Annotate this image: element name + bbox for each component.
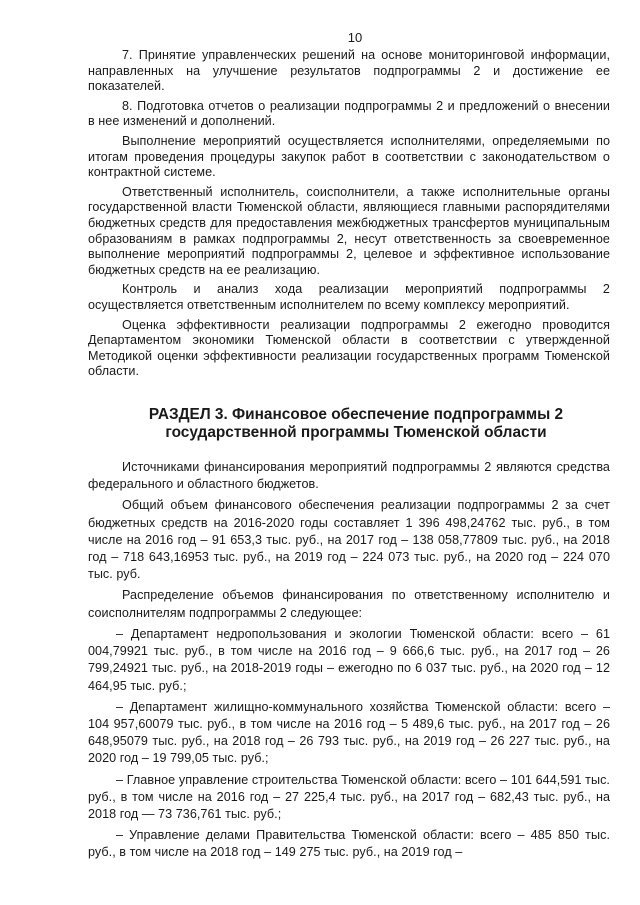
section-title-line-1: РАЗДЕЛ 3. Финансовое обеспечение подпрограммы 2 — [148, 405, 564, 423]
paragraph-item-7: 7. Принятие управленческих решений на основе мониторинговой информации, направленных на улучшение результатов подпрограммы 2 и достижение ее показателей. — [88, 48, 610, 94]
section-title — [88, 406, 610, 443]
paragraph-total-funding: Общий объем финансового обеспечения реализации подпрограммы 2 за счет бюджетных средств на 2016-2020 годы составляет 1 396 498,24762 тыс. руб., в том числе на 2016 год – 91 653,3 тыс. руб., на 2017 год – 138 058,77809 тыс. руб., на 2018 год – 718 643,16953 тыс. руб., на 2019 год – 224 073 тыс. руб., на 2020 год – 224 070 тыс. руб. — [88, 498, 610, 582]
section-title-line-2: государственной программы Тюменской области — [165, 424, 547, 442]
paragraph-execution: Выполнение мероприятий осуществляется исполнителями, определяемыми по итогам проведения процедуры закупок работ в соответствии с законодательством о контрактной системе. — [88, 133, 610, 180]
paragraph-control: Контроль и анализ хода реализации мероприятий подпрограммы 2 осуществляется ответственным исполнителем по всему комплексу мероприятий. — [88, 282, 610, 312]
list-item-department-subsoil: – Департамент недропользования и экологии Тюменской области: всего – 61 004,79921 тыс. руб., в том числе на 2016 год – 9 666,6 тыс. руб., на 2017 год – 26 799,24921 тыс. руб., на 2018-2019 годы – ежегодно по 6 037 тыс. руб., на 2020 год – 12 464,95 тыс. руб.; — [88, 626, 610, 693]
section-body — [88, 459, 610, 861]
paragraph-responsibility: Ответственный исполнитель, соисполнители, а также исполнительные органы государственной власти Тюменской области, являющиеся главными распорядителями бюджетных средств для предоставления межбюджетных трансфертов муниципальным образованиям в рамках подпрограммы 2, несут ответственность за своевременное выполнение мероприятий подпрограммы 2, целевое и эффективное использование бюджетных средств на ее реализацию. — [88, 184, 610, 277]
page-number: 10 — [347, 30, 363, 45]
list-item-government-affairs: – Управление делами Правительства Тюменской области: всего – 485 850 тыс. руб., в том числе на 2018 год – 149 275 тыс. руб., на 2019 год – — [88, 828, 610, 860]
paragraph-funding-sources: Источниками финансирования мероприятий подпрограммы 2 являются средства федерального и областного бюджетов. — [88, 460, 610, 492]
paragraph-item-8: 8. Подготовка отчетов о реализации подпрограммы 2 и предложений о внесении в нее изменений и дополнений. — [88, 98, 610, 129]
list-item-department-housing: – Департамент жилищно-коммунального хозяйства Тюменской области: всего – 104 957,60079 тыс. руб., в том числе на 2016 год – 5 489,6 тыс. руб., на 2017 год – 26 648,95079 тыс. руб., на 2018 год – 26 793 тыс. руб., на 2019 год – 26 227 тыс. руб., на 2020 год – 19 799,05 тыс. руб.; — [88, 699, 610, 766]
document-page — [88, 30, 610, 866]
list-item-construction-directorate: – Главное управление строительства Тюменской области: всего – 101 644,591 тыс. руб., в том числе на 2016 год – 27 225,4 тыс. руб., на 2017 год – 682,43 тыс. руб., на 2018 год — 73 736,761 тыс. руб.; — [88, 772, 610, 821]
paragraph-evaluation: Оценка эффективности реализации подпрограммы 2 ежегодно проводится Департаментом экономики Тюменской области в соответствии с утвержденной Методикой оценки эффективности реализации государственных программ Тюменской области. — [88, 317, 610, 379]
paragraph-distribution: Распределение объемов финансирования по ответственному исполнителю и соисполнителям подпрограммы 2 следующее: — [88, 588, 610, 620]
